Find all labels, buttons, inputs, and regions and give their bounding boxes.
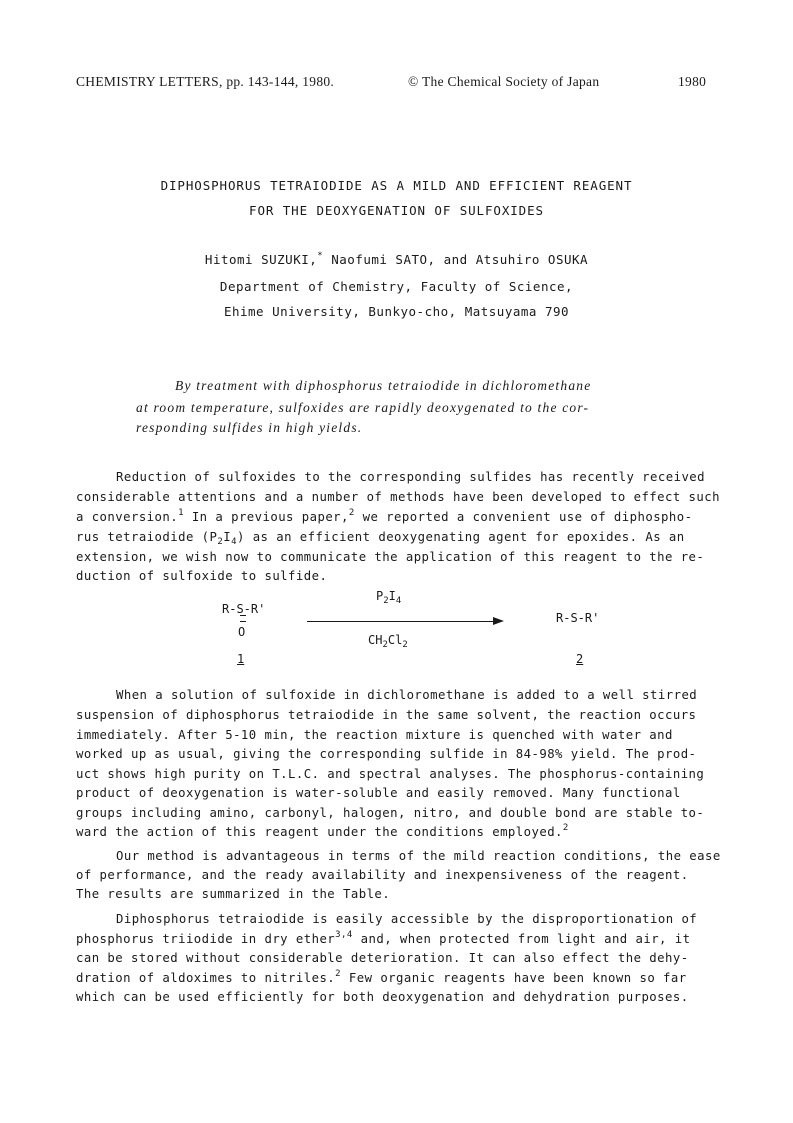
solvent-text: CH [368, 633, 383, 647]
journal-citation: CHEMISTRY LETTERS, pp. 143-144, 1980. [76, 74, 335, 89]
p1-line-5: extension, we wish now to communicate the application of this reagent to the re- [76, 550, 705, 564]
p1-text: rus tetraiodide (P [76, 530, 218, 544]
p3-line-2: of performance, and the ready availability and inexpensiveness of the reagent. [76, 868, 689, 882]
p2-line-4: worked up as usual, giving the corresponding sulfide in 84-98% yield. The prod- [76, 747, 697, 761]
reagent-text: P [376, 589, 384, 603]
affiliation-line-2: Ehime University, Bunkyo-cho, Matsuyama 790 [223, 304, 570, 319]
p1-text: a conversion. [76, 510, 179, 524]
abstract-line-2: at room temperature, sulfoxides are rapidly deoxygenated to the cor- [136, 400, 590, 415]
p2-line-5: uct shows high purity on T.L.C. and spectral analyses. The phosphorus-containing [76, 767, 705, 781]
compound-label-1: 1 [237, 652, 245, 666]
scheme-product: R-S-R' [556, 611, 600, 625]
reference-1: 1 [178, 508, 184, 518]
p4-text: and, when protected from light and air, it [352, 932, 691, 946]
subscript: 2 [383, 596, 389, 606]
p2-line-1: When a solution of sulfoxide in dichloromethane is added to a well stirred [116, 688, 698, 702]
p4-line-5: which can be used efficiently for both deoxygenation and dehydration purposes. [76, 990, 689, 1004]
p3-line-1: Our method is advantageous in terms of the mild reaction conditions, the ease [116, 849, 721, 863]
p1-line-4 [76, 530, 685, 547]
p2-line-3: immediately. After 5-10 min, the reaction mixture is quenched with water and [76, 728, 673, 742]
p4-text: phosphorus triiodide in dry ether [76, 932, 336, 946]
reference-2: 2 [562, 823, 569, 833]
scheme-solvent [368, 633, 408, 650]
abstract-line-3: responding sulfides in high yields. [136, 420, 363, 435]
paper-title-line-2: FOR THE DEOXYGENATION OF SULFOXIDES [249, 203, 544, 218]
p2-line-2: suspension of diphosphorus tetraiodide in the same solvent, the reaction occurs [76, 708, 697, 722]
subscript: 2 [217, 537, 224, 547]
p4-line-2 [76, 932, 690, 946]
p1-text: I [223, 530, 232, 544]
p1-text: In a previous paper, [183, 510, 349, 524]
solvent-text: Cl [387, 633, 403, 647]
subscript: 4 [231, 537, 237, 547]
p1-line-2: considerable attentions and a number of methods have been developed to effect such [76, 490, 720, 504]
compound-label-2: 2 [576, 652, 584, 666]
p1-text: ) as an efficient deoxygenating agent for epoxides. As an [236, 530, 685, 544]
p2-line-6: product of deoxygenation is water-soluble and easily removed. Many functional [76, 786, 681, 800]
subscript: 4 [395, 596, 402, 606]
p1-line-1: Reduction of sulfoxides to the corresponding sulfides has recently received [116, 470, 706, 484]
reaction-arrow-shaft [307, 621, 493, 622]
p1-text: we reported a convenient use of diphospho- [354, 510, 693, 524]
author-suzuki: Hitomi SUZUKI, [204, 252, 318, 267]
p4-line-1: Diphosphorus tetraiodide is easily accessible by the disproportionation of [116, 912, 698, 926]
p2-line-7: groups including amino, carbonyl, halogen, nitro, and double bond are stable to- [76, 806, 705, 820]
sulfinyl-double-bond [240, 615, 246, 622]
p1-line-6: duction of sulfoxide to sulfide. [76, 569, 328, 583]
reference-2: 2 [335, 969, 342, 979]
abstract-line-1: By treatment with diphosphorus tetraiodide in dichloromethane [175, 378, 592, 393]
p4-text: Few organic reagents have been known so far [341, 971, 687, 985]
reference-2: 2 [348, 508, 355, 518]
coauthors: Naofumi SATO, and Atsuhiro OSUKA [323, 252, 589, 267]
scheme-oxygen: O [238, 625, 246, 639]
header-year: 1980 [678, 74, 707, 89]
scheme-reactant: R-S-R' [222, 602, 266, 616]
subscript: 2 [382, 640, 388, 650]
p3-line-3: The results are summarized in the Table. [76, 887, 391, 901]
p4-line-4 [76, 971, 687, 985]
subscript: 2 [402, 640, 408, 650]
paper-title-line-1: DIPHOSPHORUS TETRAIODIDE AS A MILD AND EFFICIENT REAGENT [160, 178, 633, 193]
copyright-notice: © The Chemical Society of Japan [408, 74, 600, 89]
p1-line-3 [76, 510, 692, 524]
corresponding-author-mark: * [317, 251, 324, 261]
affiliation-line-1: Department of Chemistry, Faculty of Science, [219, 279, 574, 294]
reagent-text: I [388, 589, 396, 603]
scheme-reagent [376, 589, 402, 606]
p4-text: dration of aldoximes to nitriles. [76, 971, 336, 985]
p2-text: ward the action of this reagent under the conditions employed. [76, 825, 563, 839]
p4-line-3: can be stored without considerable deterioration. It can also effect the dehy- [76, 951, 689, 965]
reference-3-4: 3,4 [335, 930, 353, 940]
author-list [0, 252, 793, 267]
reaction-arrow-head [493, 617, 504, 625]
p2-line-8 [76, 825, 569, 839]
